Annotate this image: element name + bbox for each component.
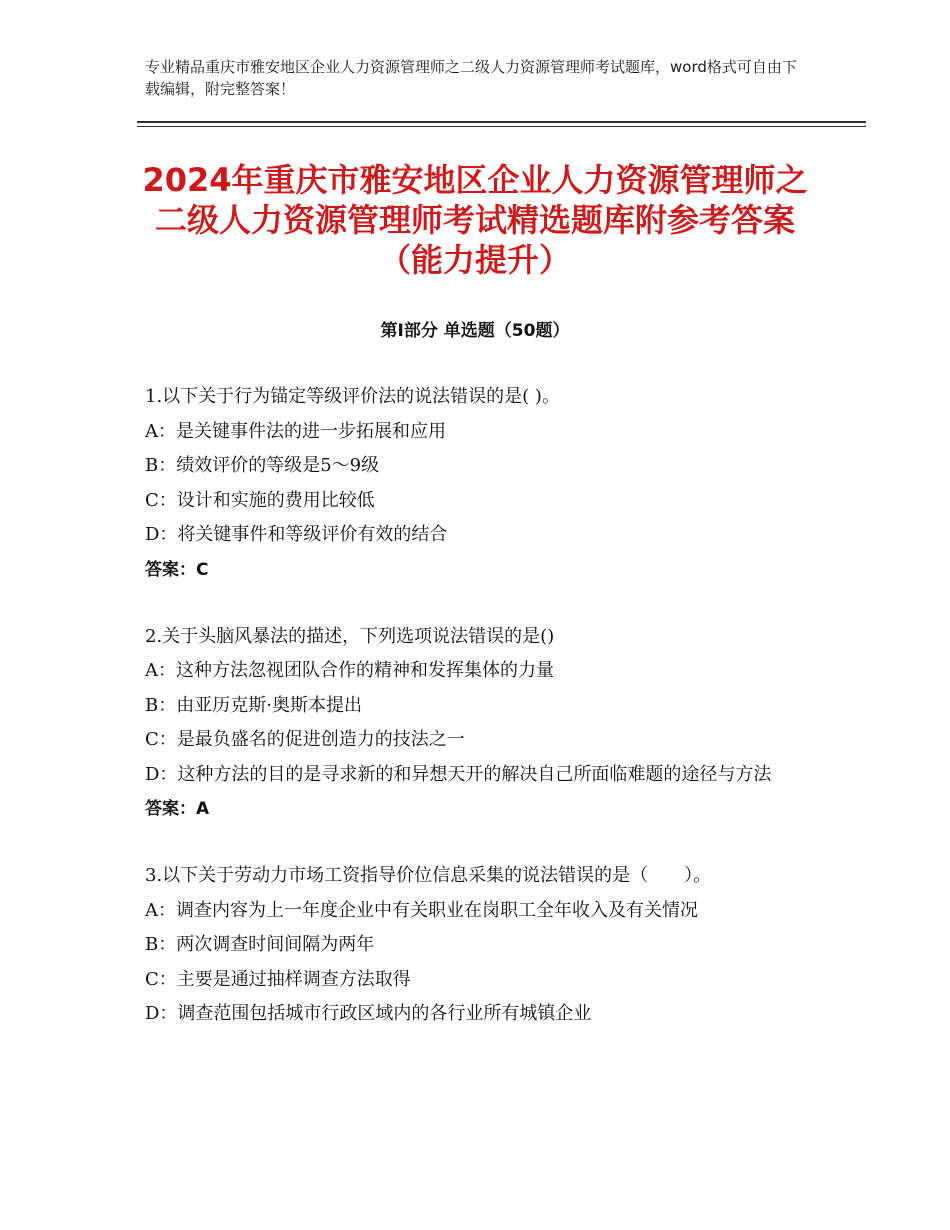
option-a: A：这种方法忽视团队合作的精神和发挥集体的力量 — [145, 660, 554, 681]
question-3 — [145, 859, 815, 1032]
option-c: C：是最负盛名的促进创造力的技法之一 — [145, 729, 465, 750]
option-b: B：两次调查时间间隔为两年 — [145, 934, 375, 955]
question-list — [145, 380, 815, 1065]
section-heading: 第Ⅰ部分 单选题（50题） — [380, 321, 570, 341]
option-a: A：调查内容为上一年度企业中有关职业在岗职工全年收入及有关情况 — [145, 899, 698, 921]
question-stem: 2.关于头脑风暴法的描述，下列选项说法错误的是() — [145, 625, 555, 647]
answer-label: 答案：C — [145, 559, 209, 580]
option-c: C：主要是通过抽样调查方法取得 — [145, 968, 411, 990]
header-rule-thin — [137, 126, 866, 127]
option-d: D：这种方法的目的是寻求新的和异想天开的解决自己所面临难题的途径与方法 — [145, 763, 772, 785]
option-c: C：设计和实施的费用比较低 — [145, 489, 375, 511]
document-title: 2024年重庆市雅安地区企业人力资源管理师之二级人力资源管理师考试精选题库附参考答案（能力提升） — [142, 161, 808, 279]
option-b: B：绩效评价的等级是5～9级 — [145, 455, 380, 476]
question-2 — [145, 620, 815, 827]
option-a: A：是关键事件法的进一步拓展和应用 — [145, 420, 446, 442]
option-d: D：调查范围包括城市行政区域内的各行业所有城镇企业 — [145, 1003, 592, 1024]
question-stem: 3.以下关于劳动力市场工资指导价位信息采集的说法错误的是（ ）。 — [145, 865, 712, 886]
answer-label: 答案：A — [145, 799, 210, 819]
question-stem: 1.以下关于行为锚定等级评价法的说法错误的是( )。 — [145, 386, 560, 407]
option-d: D：将关键事件和等级评价有效的结合 — [145, 524, 448, 545]
option-b: B：由亚历克斯·奥斯本提出 — [145, 694, 362, 716]
header-note: 专业精品重庆市雅安地区企业人力资源管理师之二级人力资源管理师考试题库，word格式可自由下载编辑，附完整答案！ — [145, 58, 797, 98]
header-rule-thick — [137, 121, 866, 123]
question-1 — [145, 380, 815, 587]
